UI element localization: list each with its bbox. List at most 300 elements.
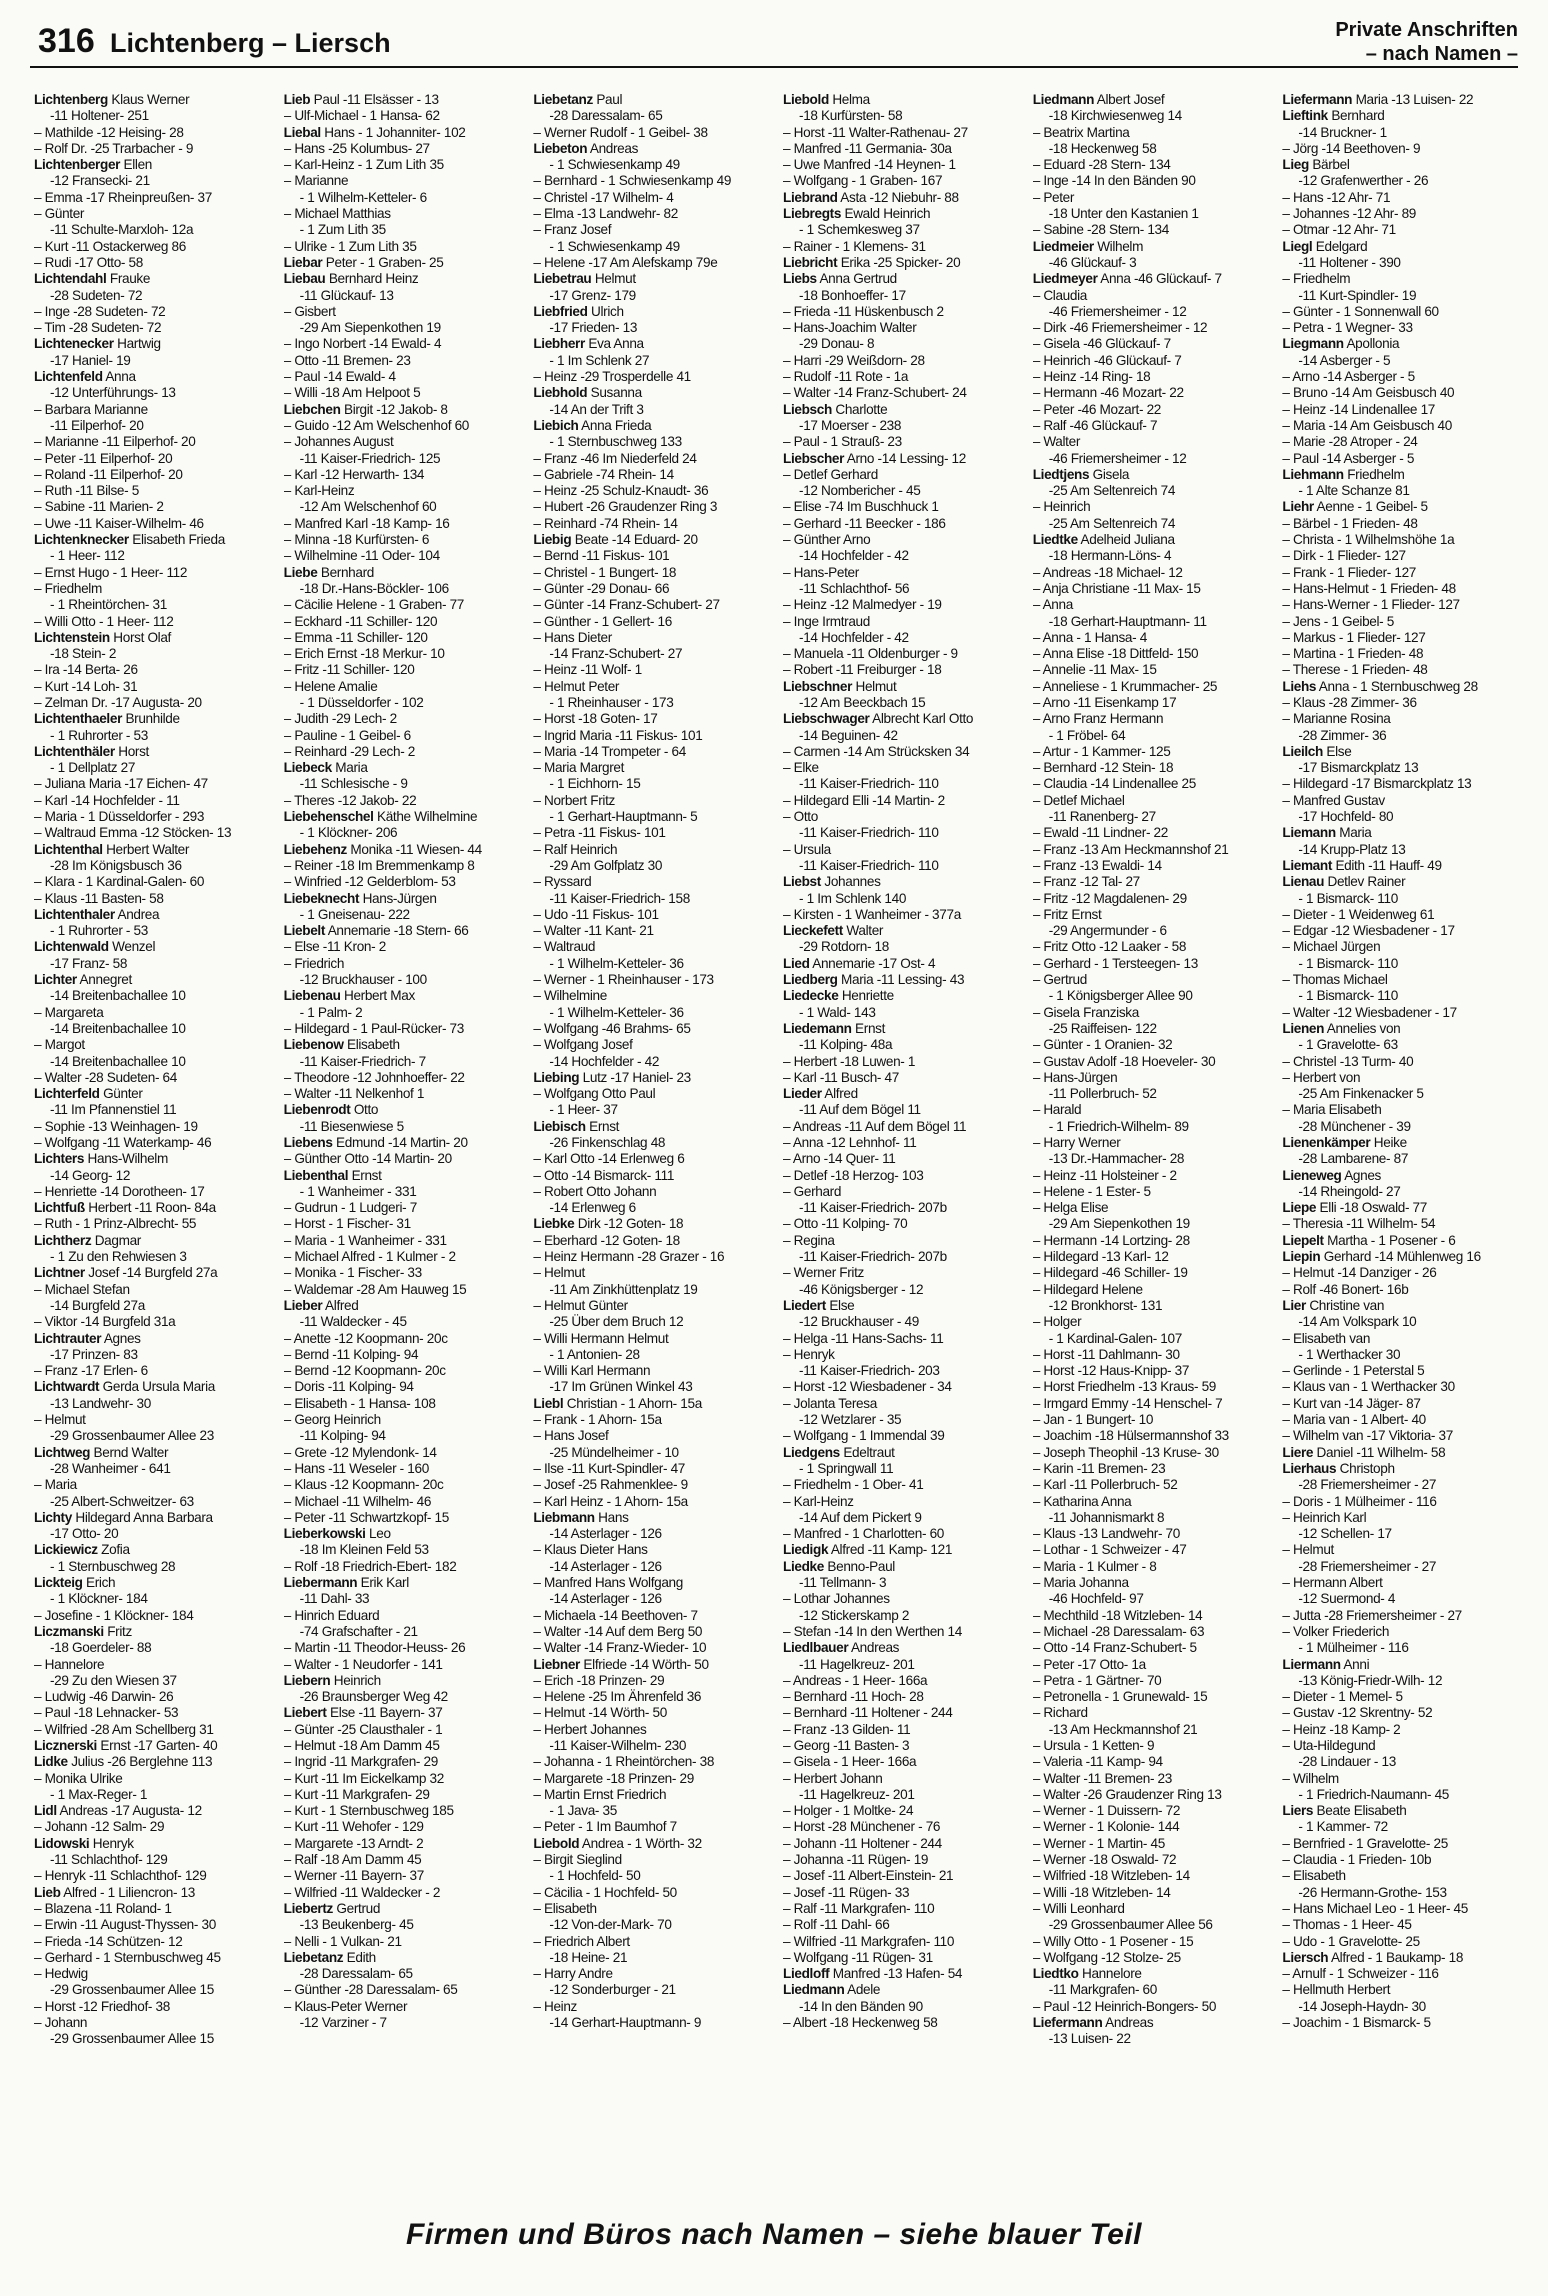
given-name-entry: – Kirsten - 1 Wanheimer - 377a <box>783 907 1025 923</box>
surname-entry <box>1282 157 1524 173</box>
address-continuation: -14 Breitenbachallee 10 <box>50 1053 186 1069</box>
address-continuation: - 1 Sternbuschweg 133 <box>549 434 682 450</box>
entry-details: Edmund -14 Martin- 20 <box>332 1135 468 1150</box>
given-name-entry: – Hermann -14 Lortzing- 28 <box>1033 1233 1275 1249</box>
surname: Liedmann <box>783 1982 845 1998</box>
given-name-entry: – Judith -29 Lech- 2 <box>284 711 526 727</box>
surname-entry <box>783 1542 1025 1558</box>
given-name-entry: – Elisabeth - 1 Hansa- 108 <box>284 1396 526 1412</box>
surname: Lieilch <box>1282 743 1323 759</box>
given-name-entry: – Holger <box>1033 1314 1275 1330</box>
surname: Liczmanski <box>34 1623 104 1639</box>
surname-entry <box>783 956 1025 972</box>
given-name-entry: – Hildegard - 1 Paul-Rücker- 73 <box>284 1021 526 1037</box>
entry-details: Lutz -17 Haniel- 23 <box>579 1069 691 1085</box>
entry-details: Andreas <box>1102 2015 1154 2031</box>
surname: Liedtko <box>1032 1966 1079 1982</box>
address-continuation: -11 Auf dem Bögel 11 <box>799 1102 921 1118</box>
given-name-entry: – Ilse -11 Kurt-Spindler- 47 <box>533 1461 775 1477</box>
entry-details: Anna Frieda <box>578 417 652 433</box>
given-name-entry: – Georg Heinrich <box>284 1412 526 1428</box>
entry-details: Hildegard Anna Barbara <box>71 1509 213 1525</box>
surname-entry <box>1282 825 1524 841</box>
given-name-entry: – Maria - 1 Düsseldorfer - 293 <box>34 809 276 825</box>
given-name-entry: – Bernhard - 1 Schwiesenkamp 49 <box>533 173 775 189</box>
surname-entry <box>783 1021 1025 1037</box>
surname-entry <box>34 1803 276 1819</box>
address-continuation: -28 Friemersheimer - 27 <box>1298 1477 1437 1493</box>
given-name-entry: – Henriette -14 Dorotheen- 17 <box>34 1184 276 1200</box>
surname: Liedigk <box>783 1542 829 1558</box>
given-name-entry: – Franz Josef <box>533 222 775 238</box>
entry-details: Else -11 Bayern- 37 <box>326 1705 443 1721</box>
surname: Liemann <box>1282 825 1336 841</box>
address-continuation: -18 Im Kleinen Feld 53 <box>299 1542 429 1558</box>
entry-details: Zofia <box>97 1542 130 1558</box>
given-name-entry: – Kurt -14 Loh- 31 <box>34 679 276 695</box>
given-name-entry: – Helmut -14 Danziger - 26 <box>1282 1265 1524 1281</box>
address-continuation: - 1 Königsberger Allee 90 <box>1048 988 1193 1004</box>
surname: Lichty <box>34 1509 72 1525</box>
surname-entry <box>34 369 276 385</box>
address-continuation: - 1 Wilhelm-Ketteler- 6 <box>299 189 427 205</box>
surname: Liebeknecht <box>283 890 360 906</box>
surname-entry <box>34 1379 276 1395</box>
given-name-entry: – Heinz -18 Kamp- 2 <box>1282 1722 1524 1738</box>
address-continuation: - 1 Werthacker 30 <box>1298 1346 1401 1362</box>
address-continuation: -14 Burgfeld 27a <box>50 1297 145 1313</box>
given-name-entry: – Heinz -29 Trosperdelle 41 <box>533 369 775 385</box>
surname-entry <box>1282 858 1524 874</box>
surname-entry <box>284 809 526 825</box>
entry-details: Herbert Max <box>340 988 415 1004</box>
address-continuation: -11 Kaiser-Friedrich- 158 <box>549 890 690 906</box>
entry-details: Hans <box>594 1509 629 1525</box>
address-continuation: - 1 Alte Schanze 81 <box>1298 483 1410 499</box>
address-continuation: -29 Grossenbaumer Allee 15 <box>50 1982 214 1998</box>
entry-details: Wenzel <box>108 939 156 955</box>
entry-details: Andreas <box>587 140 639 156</box>
address-continuation: -11 Ranenberg- 27 <box>1048 809 1156 825</box>
address-continuation: -25 Am Finkenacker 5 <box>1298 1086 1424 1102</box>
entry-details: Andreas <box>848 1640 900 1656</box>
given-name-entry: – Christa - 1 Wilhelmshöhe 1a <box>1282 532 1524 548</box>
surname-entry <box>34 907 276 923</box>
surname-entry <box>1282 1298 1524 1314</box>
given-name-entry: – Heinz -11 Holsteiner - 2 <box>1033 1168 1275 1184</box>
given-name-entry: – Günter -14 Franz-Schubert- 27 <box>533 597 775 613</box>
surname: Lieder <box>783 1086 822 1102</box>
given-name-entry: – Walter -14 Franz-Schubert- 24 <box>783 385 1025 401</box>
surname-entry <box>1033 532 1275 548</box>
address-continuation: -28 Daressalam- 65 <box>299 1966 413 1982</box>
entry-details: Erich <box>82 1575 116 1591</box>
given-name-entry: – Bernhard -11 Hoch- 28 <box>783 1689 1025 1705</box>
surname-entry <box>284 923 526 939</box>
given-name-entry: – Valeria -11 Kamp- 94 <box>1033 1754 1275 1770</box>
surname-entry <box>783 923 1025 939</box>
given-name-entry: – Jolanta Teresa <box>783 1396 1025 1412</box>
given-name-entry: – Dirk -46 Friemersheimer - 12 <box>1033 320 1275 336</box>
given-name-entry: – Erwin -11 August-Thyssen- 30 <box>34 1917 276 1933</box>
surname: Lier <box>1282 1297 1306 1313</box>
given-name-entry: – Marianne Rosina <box>1282 711 1524 727</box>
surname: Lichtenthaler <box>34 906 115 922</box>
given-name-entry: – Otto -14 Bismarck- 111 <box>533 1168 775 1184</box>
address-continuation: -14 Hochfelder - 42 <box>799 629 909 645</box>
surname: Liebe <box>283 564 318 580</box>
given-name-entry: – Rudolf -11 Rote - 1a <box>783 369 1025 385</box>
given-name-entry: – Karl-Heinz <box>284 483 526 499</box>
address-continuation: -14 Asterlager - 126 <box>549 1526 662 1542</box>
surname-entry <box>1282 1233 1524 1249</box>
surname-entry <box>783 1559 1025 1575</box>
address-continuation: -46 Friemersheimer - 12 <box>1048 450 1187 466</box>
surname-entry <box>1282 108 1524 124</box>
given-name-entry: – Wolfgang Otto Paul <box>533 1086 775 1102</box>
address-continuation: -17 Bismarckplatz 13 <box>1298 760 1419 776</box>
address-continuation: - 1 Mülheimer - 116 <box>1298 1640 1409 1656</box>
address-continuation: -17 Frieden- 13 <box>549 320 638 336</box>
address-continuation: -11 Am Zinkhüttenplatz 19 <box>549 1281 698 1297</box>
address-continuation: - 1 Ruhrorter - 53 <box>50 727 148 743</box>
address-continuation: - 1 Bismarck- 110 <box>1298 890 1398 906</box>
given-name-entry: – Helmut <box>34 1412 276 1428</box>
given-name-entry: – Reinhard -74 Rhein- 14 <box>533 516 775 532</box>
given-name-entry: – Werner - 1 Duissern- 72 <box>1033 1803 1275 1819</box>
entry-details: Dirk -12 Goten- 18 <box>574 1216 684 1232</box>
surname-entry <box>533 532 775 548</box>
surname-entry <box>284 988 526 1004</box>
given-name-entry: – Robert Otto Johann <box>533 1184 775 1200</box>
given-name-entry: – Wilfried -11 Waldecker - 2 <box>284 1885 526 1901</box>
surname-entry <box>34 1542 276 1558</box>
address-continuation: - 1 Schwiesenkamp 49 <box>549 238 680 254</box>
given-name-entry: – Heinz -12 Malmedyer - 19 <box>783 597 1025 613</box>
given-name-entry: – Wolfgang -11 Waterkamp- 46 <box>34 1135 276 1151</box>
surname-entry <box>34 336 276 352</box>
address-continuation: - 1 Heer- 37 <box>549 1102 618 1118</box>
address-continuation: -17 Haniel- 19 <box>50 352 131 368</box>
address-continuation: -11 Eilperhof- 20 <box>50 417 144 433</box>
entry-details: Ernst <box>585 1118 620 1134</box>
surname-entry <box>783 1086 1025 1102</box>
entry-details: Ernst <box>851 1020 886 1036</box>
address-continuation: -11 Schlesische - 9 <box>299 776 408 792</box>
given-name-entry: – Karl -12 Herwarth- 134 <box>284 467 526 483</box>
entry-details: Herbert -11 Roon- 84a <box>84 1200 216 1216</box>
given-name-entry: – Petra - 1 Wegner- 33 <box>1282 320 1524 336</box>
address-continuation: - 1 Friedrich-Naumann- 45 <box>1298 1786 1450 1802</box>
given-name-entry: – Ralf Heinrich <box>533 842 775 858</box>
surname-entry <box>1033 1966 1275 1982</box>
surname: Liebermann <box>283 1575 358 1591</box>
entry-details: Johannes <box>820 874 881 890</box>
given-name-entry: – Wolfgang -12 Stolze- 25 <box>1033 1950 1275 1966</box>
given-name-entry: – Gisela Franziska <box>1033 1005 1275 1021</box>
surname-entry <box>284 1168 526 1184</box>
given-name-entry: – Manfred Gustav <box>1282 793 1524 809</box>
surname: Liedgens <box>783 1444 840 1460</box>
given-name-entry: – Tim -28 Sudeten- 72 <box>34 320 276 336</box>
given-name-entry: – Reiner -18 Im Bremmenkamp 8 <box>284 858 526 874</box>
given-name-entry: – Franz -13 Gilden- 11 <box>783 1722 1025 1738</box>
address-continuation: -14 Joseph-Haydn- 30 <box>1298 1998 1426 2014</box>
address-continuation: -13 Am Heckmannshof 21 <box>1048 1721 1198 1737</box>
surname-entry <box>34 157 276 173</box>
given-name-entry: – Detlef -18 Herzog- 103 <box>783 1168 1025 1184</box>
address-continuation: -13 Luisen- 22 <box>1048 2031 1131 2047</box>
surname: Liebetanz <box>533 92 593 107</box>
given-name-entry: – Waltraud <box>533 939 775 955</box>
given-name-entry: – Otto -11 Kolping- 70 <box>783 1216 1025 1232</box>
surname: Liebert <box>283 1705 327 1721</box>
given-name-entry: – Hans-Helmut - 1 Frieden- 48 <box>1282 581 1524 597</box>
surname: Lichtenknecker <box>34 532 129 548</box>
surname: Liedke <box>783 1558 824 1574</box>
surname: Lichtenstein <box>34 629 110 645</box>
address-continuation: -11 Im Pfannenstiel 11 <box>50 1102 177 1118</box>
entry-details: Else <box>825 1297 855 1313</box>
surname: Lieneweg <box>1282 1167 1342 1183</box>
surname: Liedloff <box>783 1966 830 1982</box>
surname: Liebst <box>783 874 821 890</box>
given-name-entry: – Ruth - 1 Prinz-Albrecht- 55 <box>34 1216 276 1232</box>
entry-details: Edelgard <box>1312 238 1368 254</box>
given-name-entry: – Karl Heinz - 1 Ahorn- 15a <box>533 1494 775 1510</box>
address-continuation: - 1 Gneisenau- 222 <box>299 906 410 922</box>
surname: Liedecke <box>783 988 839 1004</box>
address-continuation: -14 Georg- 12 <box>50 1167 131 1183</box>
given-name-entry: – Otto <box>783 809 1025 825</box>
given-name-entry: – Lothar Johannes <box>783 1591 1025 1607</box>
surname-entry <box>284 1575 526 1591</box>
address-continuation: -28 Lambarene- 87 <box>1298 1151 1409 1167</box>
given-name-entry: – Juliana Maria -17 Eichen- 47 <box>34 776 276 792</box>
given-name-entry: – Hubert -26 Graudenzer Ring 3 <box>533 499 775 515</box>
surname-entry <box>533 1070 775 1086</box>
given-name-entry: – Hans-Jürgen <box>1033 1070 1275 1086</box>
surname-entry <box>34 630 276 646</box>
entry-details: Anni <box>1340 1656 1370 1672</box>
surname-entry <box>1282 1200 1524 1216</box>
entry-details: Albrecht Karl Otto <box>869 711 974 727</box>
page-number: 316 <box>38 22 95 60</box>
address-continuation: -29 Am Golfplatz 30 <box>549 857 663 873</box>
given-name-entry: – Klaus Dieter Hans <box>533 1542 775 1558</box>
address-continuation: -11 Holtener- 251 <box>50 108 149 124</box>
surname: Lienenkämper <box>1282 1135 1371 1150</box>
given-name-entry: – Ruth -11 Bilse- 5 <box>34 483 276 499</box>
surname-entry <box>284 1135 526 1151</box>
address-continuation: -11 Kaiser-Friedrich- 203 <box>799 1363 940 1379</box>
address-continuation: -18 Kurfürsten- 58 <box>799 108 903 124</box>
surname: Lieb <box>34 1884 61 1900</box>
address-continuation: -25 Über dem Bruch 12 <box>549 1314 684 1330</box>
surname: Liedert <box>783 1297 826 1313</box>
given-name-entry: – Monika Ulrike <box>34 1771 276 1787</box>
address-continuation: -29 Zu den Wiesen 37 <box>50 1672 177 1688</box>
surname-entry <box>34 939 276 955</box>
given-name-entry: – Lothar - 1 Schweizer - 47 <box>1033 1542 1275 1558</box>
given-name-entry: – Regina <box>783 1233 1025 1249</box>
given-name-entry: – Uta-Hildegund <box>1282 1738 1524 1754</box>
given-name-entry: – Claudia <box>1033 288 1275 304</box>
given-name-entry: – Joachim -18 Hülsermannshof 33 <box>1033 1428 1275 1444</box>
entry-details: Erik Karl <box>357 1575 409 1591</box>
surname-entry <box>284 565 526 581</box>
surname-entry <box>34 271 276 287</box>
given-name-entry: – Ulf-Michael - 1 Hansa- 62 <box>284 108 526 124</box>
given-name-entry: – Franz -13 Am Heckmannshof 21 <box>1033 842 1275 858</box>
given-name-entry: – Frieda -11 Hüskenbusch 2 <box>783 304 1025 320</box>
given-name-entry: – Hellmuth Herbert <box>1282 1982 1524 1998</box>
entry-details: Edith -11 Hauff- 49 <box>1332 857 1442 873</box>
surname: Lidl <box>34 1803 57 1819</box>
entry-details: Agnes <box>1341 1167 1381 1183</box>
header-category-line2: – nach Namen – <box>1365 43 1518 65</box>
surname-entry <box>34 92 276 108</box>
given-name-entry: – Günther - 1 Gellert- 16 <box>533 614 775 630</box>
surname-entry <box>783 1298 1025 1314</box>
surname-entry <box>34 1233 276 1249</box>
given-name-entry: – Horst -12 Friedhof- 38 <box>34 1999 276 2015</box>
address-continuation: -29 Am Siepenkothen 19 <box>299 320 441 336</box>
address-continuation: -14 Breitenbachallee 10 <box>50 1020 186 1036</box>
surname-entry <box>1033 467 1275 483</box>
surname: Liefermann <box>1282 92 1353 107</box>
address-continuation: -11 Kaiser-Friedrich- 110 <box>799 825 939 841</box>
address-continuation: - 1 Bismarck- 110 <box>1298 988 1398 1004</box>
surname-entry <box>284 842 526 858</box>
given-name-entry: – Blazena -11 Roland- 1 <box>34 1901 276 1917</box>
entry-details: Bernhard <box>317 564 374 580</box>
given-name-entry: – Elke <box>783 760 1025 776</box>
surname-entry <box>34 1510 276 1526</box>
surname-entry <box>1282 467 1524 483</box>
surname-entry <box>284 760 526 776</box>
surname: Lieg <box>1282 157 1309 173</box>
given-name-entry: – Otto -11 Bremen- 23 <box>284 353 526 369</box>
address-continuation: -14 Hochfelder - 42 <box>549 1053 660 1069</box>
address-continuation: - 1 Im Schlenk 27 <box>549 352 650 368</box>
given-name-entry: – Heinz -25 Schulz-Knaudt- 36 <box>533 483 775 499</box>
surname-entry <box>783 1445 1025 1461</box>
address-continuation: - 1 Antonien- 28 <box>549 1346 640 1362</box>
address-continuation: -11 Schulte-Marxloh- 12a <box>50 222 194 238</box>
given-name-entry: – Gerhard - 1 Tersteegen- 13 <box>1033 956 1275 972</box>
surname: Lichtfuß <box>34 1200 85 1216</box>
given-name-entry: – Elise -74 Im Buschhuck 1 <box>783 499 1025 515</box>
surname-entry <box>783 1982 1025 1998</box>
given-name-entry: – Martin Ernst Friedrich <box>533 1787 775 1803</box>
given-name-entry: – Franz -13 Ewaldi- 14 <box>1033 858 1275 874</box>
surname-entry <box>34 532 276 548</box>
entry-details: Elfriede -14 Wörth- 50 <box>580 1656 709 1672</box>
entry-details: Käthe Wilhelmine <box>373 809 478 825</box>
given-name-entry: – Heinz -14 Lindenallee 17 <box>1282 402 1524 418</box>
entry-details: Paul -11 Elsässer - 13 <box>310 92 439 107</box>
given-name-entry: – Horst Friedhelm -13 Kraus- 59 <box>1033 1379 1275 1395</box>
address-continuation: -74 Grafschafter - 21 <box>299 1623 418 1639</box>
surname: Liebing <box>533 1069 580 1085</box>
given-name-entry: – Willi Leonhard <box>1033 1901 1275 1917</box>
surname-entry <box>1282 1135 1524 1151</box>
surname: Liebherr <box>533 336 585 352</box>
address-continuation: - 1 Rheintörchen- 31 <box>50 597 167 613</box>
given-name-entry: – Bernd -11 Fiskus- 101 <box>533 548 775 564</box>
given-name-entry: – Bernhard -11 Holtener - 244 <box>783 1705 1025 1721</box>
surname: Liebregts <box>783 206 842 222</box>
surname-entry <box>284 92 526 108</box>
given-name-entry: – Kurt van -14 Jäger- 87 <box>1282 1396 1524 1412</box>
surname: Liebold <box>783 92 829 107</box>
address-continuation: -25 Mündelheimer - 10 <box>549 1444 679 1460</box>
given-name-entry: – Wolfgang Josef <box>533 1037 775 1053</box>
surname: Liere <box>1282 1444 1314 1460</box>
address-continuation: -26 Finkenschlag 48 <box>549 1135 666 1150</box>
given-name-entry: – Johannes -12 Ahr- 89 <box>1282 206 1524 222</box>
surname-entry <box>34 1445 276 1461</box>
given-name-entry: – Franz -12 Tal- 27 <box>1033 874 1275 890</box>
given-name-entry: – Martin -11 Theodor-Heuss- 26 <box>284 1640 526 1656</box>
address-continuation: -11 Waldecker - 45 <box>299 1314 407 1330</box>
surname: Liebehenschel <box>283 809 374 825</box>
surname: Liedemann <box>783 1020 852 1036</box>
given-name-entry: – Karl-Heinz <box>783 1494 1025 1510</box>
entry-details: Beate -14 Eduard- 20 <box>571 532 698 548</box>
entry-details: Albert Josef <box>1094 92 1165 107</box>
surname: Lichters <box>34 1151 85 1167</box>
given-name-entry: – Ralf -46 Glückauf- 7 <box>1033 418 1275 434</box>
address-continuation: -18 Unter den Kastanien 1 <box>1048 206 1199 222</box>
surname-entry <box>533 141 775 157</box>
address-continuation: -46 Glückauf- 3 <box>1048 254 1137 270</box>
given-name-entry: – Marianne <box>284 173 526 189</box>
surname-entry <box>1282 336 1524 352</box>
surname: Liebich <box>533 417 579 433</box>
given-name-entry: – Petronella - 1 Grunewald- 15 <box>1033 1689 1275 1705</box>
given-name-entry: – Johanna - 1 Rheintörchen- 38 <box>533 1754 775 1770</box>
address-continuation: -11 Dahl- 33 <box>299 1591 370 1607</box>
given-name-entry: – Sabine -28 Stern- 134 <box>1033 222 1275 238</box>
surname-entry <box>34 1754 276 1770</box>
given-name-entry: – Eduard -28 Stern- 134 <box>1033 157 1275 173</box>
surname-entry <box>34 1738 276 1754</box>
section-title: Lichtenberg – Liersch <box>110 28 391 58</box>
address-continuation: -13 Dr.-Hammacher- 28 <box>1048 1151 1185 1167</box>
directory-column <box>1033 92 1275 2217</box>
address-continuation: -29 Rotdorn- 18 <box>799 939 889 955</box>
given-name-entry: – Paul -12 Heinrich-Bongers- 50 <box>1033 1999 1275 2015</box>
given-name-entry: – Horst -12 Wiesbadener - 34 <box>783 1379 1025 1395</box>
surname: Lichtweg <box>34 1444 91 1460</box>
entry-details: Henryk <box>89 1835 134 1851</box>
given-name-entry: – Rolf -46 Bonert- 16b <box>1282 1282 1524 1298</box>
entry-details: Horst <box>114 743 149 759</box>
given-name-entry: – Anna - 1 Hansa- 4 <box>1033 630 1275 646</box>
given-name-entry: – Dieter - 1 Memel- 5 <box>1282 1689 1524 1705</box>
address-continuation: - 1 Hochfeld- 50 <box>549 1868 641 1884</box>
given-name-entry: – Petra - 1 Gärtner- 70 <box>1033 1673 1275 1689</box>
surname: Liehmann <box>1282 466 1344 482</box>
surname-entry <box>533 304 775 320</box>
address-continuation: -11 Kaiser-Friedrich- 110 <box>799 776 939 792</box>
address-continuation: -13 König-Friedr-Wilh- 12 <box>1298 1672 1443 1688</box>
surname-entry <box>783 451 1025 467</box>
given-name-entry: – Hans-Werner - 1 Flieder- 127 <box>1282 597 1524 613</box>
address-continuation: -17 Grenz- 179 <box>549 287 636 303</box>
